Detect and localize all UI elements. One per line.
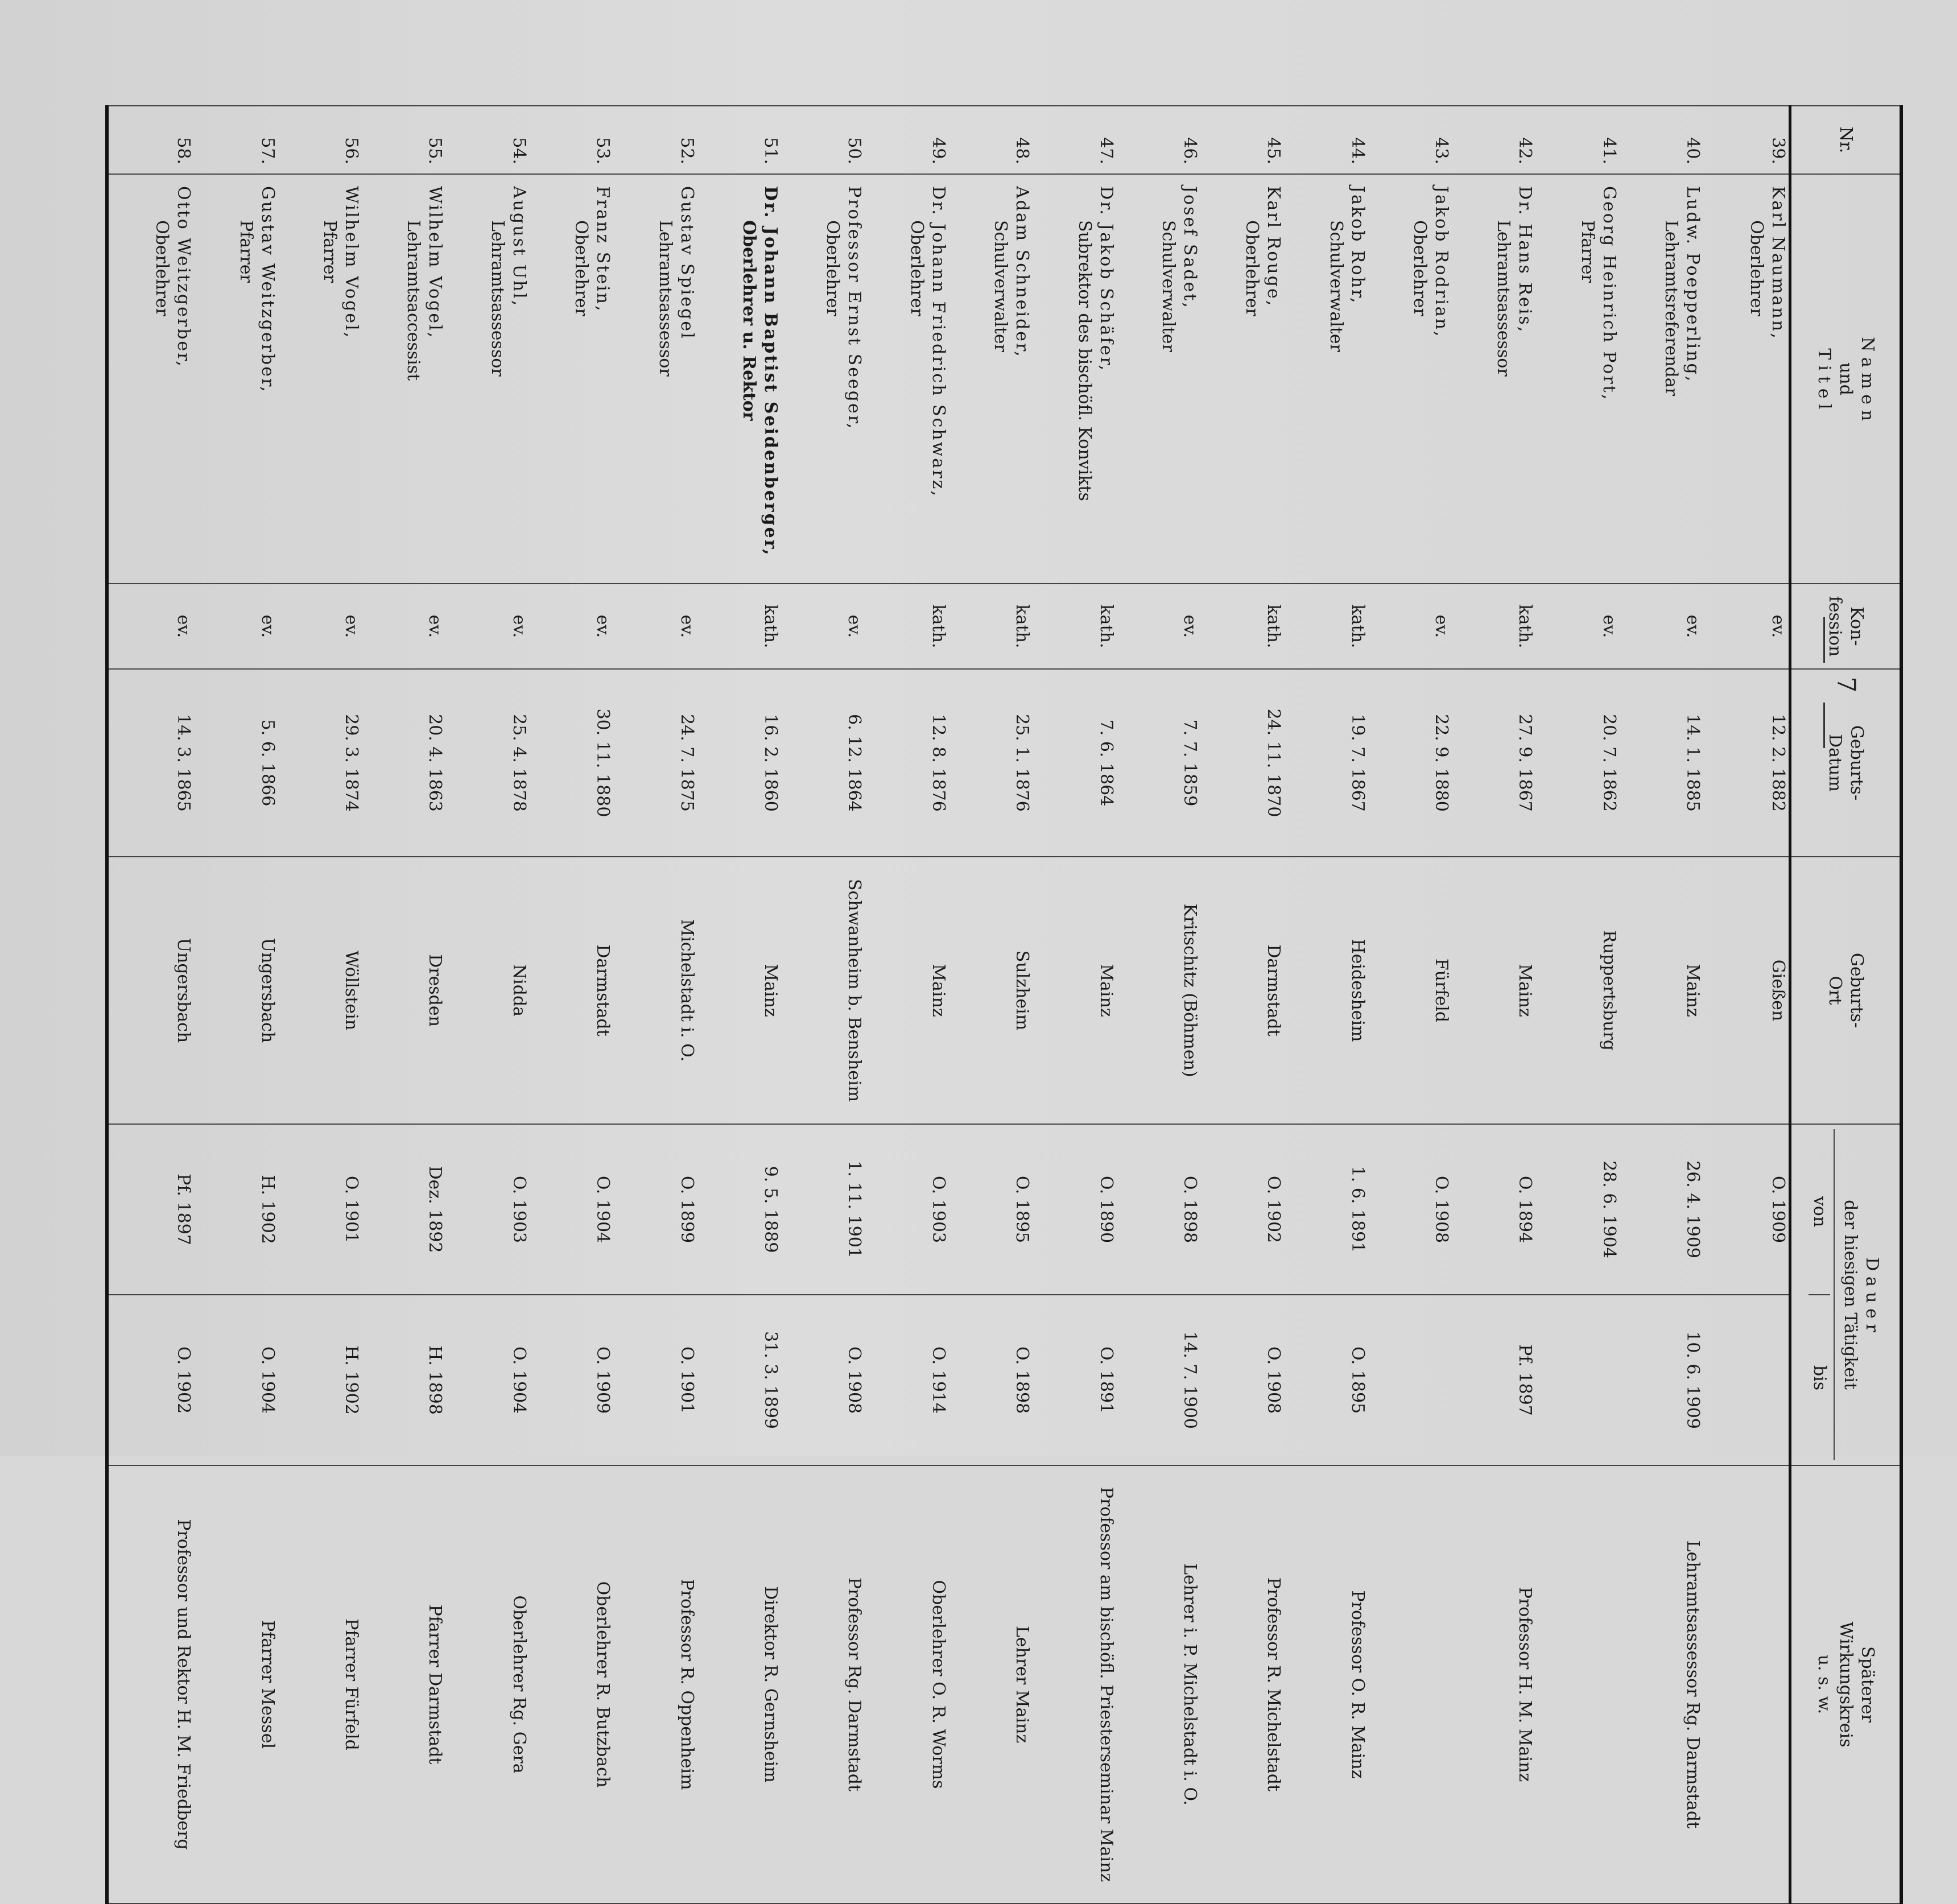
duration-from-cell: H. 1902: [194, 1124, 278, 1295]
person-name: Jakob Rodrian,: [1431, 186, 1452, 338]
duration-to-cell: O. 1904: [194, 1295, 278, 1465]
table-header-row: [1790, 106, 1902, 1903]
confession-cell: ev.: [278, 584, 362, 669]
duration-to-cell: H. 1902: [278, 1295, 362, 1465]
person-name-cell: [1033, 174, 1116, 584]
table-row: [1620, 106, 1703, 1903]
birth-date-cell: 5. 6. 1866: [194, 669, 278, 857]
staff-table-frame: [105, 105, 1903, 1882]
person-title: Oberlehrer: [1747, 220, 1766, 316]
person-name: Franz Stein,: [593, 186, 613, 313]
person-name: Jakob Rohr,: [1347, 186, 1368, 305]
birth-place-cell: Schwanheim b. Bensheim: [781, 857, 865, 1124]
later-career-cell: Pfarrer Darmstadt: [362, 1465, 445, 1903]
row-number-cell: 43.: [1368, 106, 1452, 174]
duration-to-cell: O. 1909: [530, 1295, 613, 1465]
later-career-cell: Professor O. R. Mainz: [1284, 1465, 1368, 1903]
person-name-cell: [1535, 174, 1619, 584]
birth-date-cell: 7. 7. 1859: [1117, 669, 1200, 857]
duration-from-cell: O. 1902: [1200, 1124, 1284, 1295]
birth-date-cell: 30. 11. 1880: [530, 669, 613, 857]
person-name: Adam Schneider,: [1012, 186, 1033, 358]
confession-cell: ev.: [613, 584, 697, 669]
row-number-cell: 58.: [107, 106, 194, 174]
birth-date-cell: 22. 9. 1880: [1368, 669, 1452, 857]
later-career-cell: Oberlehrer Rg. Gera: [445, 1465, 529, 1903]
birth-date-cell: 25. 1. 1876: [949, 669, 1033, 857]
birth-date-cell: 6. 12. 1864: [781, 669, 865, 857]
person-title: Pfarrer: [320, 220, 340, 283]
table-row: [1703, 106, 1790, 1903]
birth-place-cell: Mainz: [697, 857, 781, 1124]
row-number-cell: 42.: [1452, 106, 1535, 174]
duration-from-cell: O. 1904: [530, 1124, 613, 1295]
birth-place-cell: Ungersbach: [194, 857, 278, 1124]
person-title: Oberlehrer u. Rektor: [738, 220, 759, 421]
person-name: Karl Rouge,: [1264, 186, 1284, 308]
duration-from-cell: O. 1890: [1033, 1124, 1116, 1295]
header-duration: D a u e r der hiesigen Tätigkeit von bis: [1790, 1124, 1902, 1465]
header-confession: Kon- fession: [1790, 584, 1902, 669]
birth-date-cell: 24. 7. 1875: [613, 669, 697, 857]
duration-from-cell: O. 1909: [1703, 1124, 1790, 1295]
confession-cell: kath.: [949, 584, 1033, 669]
table-row: [445, 106, 529, 1903]
row-number-cell: 51.: [697, 106, 781, 174]
person-name-cell: [697, 174, 781, 584]
later-career-cell: Pfarrer Fürfeld: [278, 1465, 362, 1903]
person-title: Oberlehrer: [1410, 220, 1430, 316]
birth-place-cell: Ruppertsburg: [1535, 857, 1619, 1124]
duration-from-cell: 26. 4. 1909: [1620, 1124, 1703, 1295]
person-name-cell: [107, 174, 194, 584]
birth-date-cell: 20. 7. 1862: [1535, 669, 1619, 857]
confession-cell: kath.: [865, 584, 948, 669]
row-number-cell: 46.: [1117, 106, 1200, 174]
person-name: Wilhelm Vogel,: [425, 186, 445, 340]
duration-to-cell: O. 1904: [445, 1295, 529, 1465]
duration-to-cell: 10. 6. 1909: [1620, 1295, 1703, 1465]
later-career-cell: Professor H. M. Mainz: [1452, 1465, 1535, 1903]
header-birth-date: Geburts- Datum: [1790, 669, 1902, 857]
person-name-cell: [865, 174, 948, 584]
table-row: [1200, 106, 1284, 1903]
duration-to-cell: O. 1908: [781, 1295, 865, 1465]
birth-place-cell: Kritschitz (Böhmen): [1117, 857, 1200, 1124]
person-name: August Uhl,: [509, 186, 529, 308]
duration-to-cell: O. 1891: [1033, 1295, 1116, 1465]
duration-from-cell: Pf. 1897: [107, 1124, 194, 1295]
table-row: [865, 106, 948, 1903]
row-number-cell: 57.: [194, 106, 278, 174]
person-name-cell: [1703, 174, 1790, 584]
person-name-cell: [445, 174, 529, 584]
birth-place-cell: Wöllstein: [278, 857, 362, 1124]
confession-cell: ev.: [445, 584, 529, 669]
duration-to-cell: [1535, 1295, 1619, 1465]
person-name: Gustav Spiegel: [676, 186, 697, 340]
person-name: Dr. Johann Baptist Seidenberger,: [760, 186, 781, 557]
later-career-cell: Lehramtsassessor Rg. Darmstadt: [1620, 1465, 1703, 1903]
row-number-cell: 44.: [1284, 106, 1368, 174]
header-name: N a m e n und T i t e l: [1790, 174, 1902, 584]
birth-date-cell: 19. 7. 1867: [1284, 669, 1368, 857]
person-name-cell: [194, 174, 278, 584]
birth-date-cell: 20. 4. 1863: [362, 669, 445, 857]
person-name-cell: [278, 174, 362, 584]
birth-date-cell: 14. 3. 1865: [107, 669, 194, 857]
header-later-career: Späterer Wirkungskreis u. s. w.: [1790, 1465, 1902, 1903]
confession-cell: ev.: [194, 584, 278, 669]
birth-place-cell: Dresden: [362, 857, 445, 1124]
confession-cell: ev.: [362, 584, 445, 669]
duration-from-cell: 1. 6. 1891: [1284, 1124, 1368, 1295]
birth-place-cell: Gießen: [1703, 857, 1790, 1124]
person-name: Georg Heinrich Port,: [1599, 186, 1619, 402]
person-name: Karl Naumann,: [1768, 186, 1788, 340]
confession-cell: ev.: [1535, 584, 1619, 669]
person-name-cell: [613, 174, 697, 584]
confession-cell: ev.: [107, 584, 194, 669]
birth-date-cell: 29. 3. 1874: [278, 669, 362, 857]
person-title: Schulverwalter: [1326, 220, 1346, 352]
person-name-cell: [1117, 174, 1200, 584]
later-career-cell: Professor Rg. Darmstadt: [781, 1465, 865, 1903]
birth-place-cell: Darmstadt: [530, 857, 613, 1124]
person-name-cell: [1200, 174, 1284, 584]
later-career-cell: Professor R. Oppenheim: [613, 1465, 697, 1903]
person-title: Subrektor des bischöfl. Konvikts: [1074, 220, 1095, 501]
row-number-cell: 47.: [1033, 106, 1116, 174]
table-row: [1117, 106, 1200, 1903]
table-row: [1535, 106, 1619, 1903]
duration-to-cell: [1703, 1295, 1790, 1465]
person-title: Lehramtsassessor: [487, 220, 507, 377]
duration-from-cell: 28. 6. 1904: [1535, 1124, 1619, 1295]
person-name-cell: [362, 174, 445, 584]
later-career-cell: [1535, 1465, 1619, 1903]
staff-table: [105, 105, 1903, 1904]
table-row: [781, 106, 865, 1903]
duration-to-cell: O. 1908: [1200, 1295, 1284, 1465]
person-title: Lehramtsaccessist: [403, 220, 424, 381]
table-row: [1452, 106, 1535, 1903]
person-name: Dr. Jakob Schäfer,: [1096, 186, 1116, 373]
later-career-cell: [1368, 1465, 1452, 1903]
later-career-cell: Direktor R. Gernsheim: [697, 1465, 781, 1903]
birth-place-cell: Ungersbach: [107, 857, 194, 1124]
duration-to-cell: Pf. 1897: [1452, 1295, 1535, 1465]
later-career-cell: Professor am bischöfl. Priesterseminar Mainz: [1033, 1465, 1116, 1903]
row-number-cell: 41.: [1535, 106, 1619, 174]
later-career-cell: [1703, 1465, 1790, 1903]
duration-to-cell: O. 1902: [107, 1295, 194, 1465]
birth-place-cell: Nidda: [445, 857, 529, 1124]
header-duration-to: bis: [1809, 1294, 1830, 1460]
table-row: [278, 106, 362, 1903]
birth-place-cell: Michelstadt i. O.: [613, 857, 697, 1124]
table-row: [194, 106, 278, 1903]
duration-from-cell: O. 1903: [865, 1124, 948, 1295]
person-name: Dr. Hans Reis,: [1515, 186, 1535, 334]
confession-cell: ev.: [1703, 584, 1790, 669]
birth-place-cell: Fürfeld: [1368, 857, 1452, 1124]
later-career-cell: Professor und Rektor H. M. Friedberg: [107, 1465, 194, 1903]
person-title: Oberlehrer: [152, 220, 172, 316]
duration-to-cell: [1368, 1295, 1452, 1465]
person-name: Wilhelm Vogel,: [341, 186, 362, 340]
person-name-cell: [1284, 174, 1368, 584]
duration-to-cell: O. 1895: [1284, 1295, 1368, 1465]
row-number-cell: 55.: [362, 106, 445, 174]
row-number-cell: 45.: [1200, 106, 1284, 174]
person-name: Gustav Weitzgerber,: [257, 186, 278, 394]
row-number-cell: 40.: [1620, 106, 1703, 174]
duration-from-cell: 1. 11. 1901: [781, 1124, 865, 1295]
birth-date-cell: 14. 1. 1885: [1620, 669, 1703, 857]
confession-cell: kath.: [1452, 584, 1535, 669]
duration-from-cell: Dez. 1892: [362, 1124, 445, 1295]
person-title: Lehramtsassessor: [655, 220, 675, 377]
birth-date-cell: 12. 8. 1876: [865, 669, 948, 857]
duration-to-cell: 14. 7. 1900: [1117, 1295, 1200, 1465]
birth-date-cell: 24. 11. 1870: [1200, 669, 1284, 857]
later-career-cell: Professor R. Michelstadt: [1200, 1465, 1284, 1903]
birth-date-cell: 12. 2. 1882: [1703, 669, 1790, 857]
person-title: Lehramtsassessor: [1493, 220, 1514, 377]
person-name-cell: [1620, 174, 1703, 584]
table-row: [949, 106, 1033, 1903]
person-name-cell: [530, 174, 613, 584]
duration-from-cell: 9. 5. 1889: [697, 1124, 781, 1295]
confession-cell: ev.: [781, 584, 865, 669]
person-name: Otto Weitzgerber,: [174, 186, 194, 368]
birth-place-cell: Mainz: [1033, 857, 1116, 1124]
table-row: [530, 106, 613, 1903]
birth-date-cell: 16. 2. 1860: [697, 669, 781, 857]
confession-cell: kath.: [1200, 584, 1284, 669]
later-career-cell: Pfarrer Messel: [194, 1465, 278, 1903]
person-name-cell: [781, 174, 865, 584]
row-number-cell: 50.: [781, 106, 865, 174]
row-number-cell: 56.: [278, 106, 362, 174]
duration-from-cell: O. 1894: [1452, 1124, 1535, 1295]
birth-place-cell: Heidesheim: [1284, 857, 1368, 1124]
row-number-cell: 54.: [445, 106, 529, 174]
birth-date-cell: 27. 9. 1867: [1452, 669, 1535, 857]
person-title: Lehramtsreferendar: [1661, 220, 1682, 396]
duration-from-cell: O. 1898: [1117, 1124, 1200, 1295]
confession-cell: ev.: [1117, 584, 1200, 669]
person-title: Pfarrer: [236, 220, 256, 283]
duration-to-cell: O. 1898: [949, 1295, 1033, 1465]
birth-date-cell: 7. 6. 1864: [1033, 669, 1116, 857]
person-title: Oberlehrer: [906, 220, 927, 316]
person-title: Oberlehrer: [823, 220, 843, 316]
duration-to-cell: 31. 3. 1899: [697, 1295, 781, 1465]
row-number-cell: 48.: [949, 106, 1033, 174]
duration-from-cell: O. 1899: [613, 1124, 697, 1295]
row-number-cell: 39.: [1703, 106, 1790, 174]
person-title: Oberlehrer: [571, 220, 592, 316]
confession-cell: kath.: [1033, 584, 1116, 669]
person-title: Schulverwalter: [1158, 220, 1178, 352]
person-name: Ludw. Poepperling,: [1683, 186, 1703, 383]
duration-from-cell: O. 1908: [1368, 1124, 1452, 1295]
duration-from-cell: O. 1901: [278, 1124, 362, 1295]
table-row: [1284, 106, 1368, 1903]
confession-cell: ev.: [530, 584, 613, 669]
person-name-cell: [1452, 174, 1535, 584]
duration-to-cell: O. 1914: [865, 1295, 948, 1465]
birth-place-cell: Mainz: [865, 857, 948, 1124]
later-career-cell: Lehrer i. P. Michelstadt i. O.: [1117, 1465, 1200, 1903]
table-row: [1033, 106, 1116, 1903]
person-name: Dr. Johann Friedrich Schwarz,: [928, 186, 948, 498]
table-row: [697, 106, 781, 1903]
table-row: [1368, 106, 1452, 1903]
birth-place-cell: Mainz: [1452, 857, 1535, 1124]
person-name: Josef Sadet,: [1179, 186, 1200, 309]
birth-place-cell: Darmstadt: [1200, 857, 1284, 1124]
table-row: [362, 106, 445, 1903]
person-name: Professor Ernst Seeger,: [844, 186, 865, 431]
header-duration-from: von: [1810, 1196, 1830, 1228]
birth-place-cell: Mainz: [1620, 857, 1703, 1124]
confession-cell: ev.: [1620, 584, 1703, 669]
birth-date-cell: 25. 4. 1878: [445, 669, 529, 857]
person-title: Pfarrer: [1577, 220, 1597, 283]
person-title: Oberlehrer: [1242, 220, 1262, 316]
later-career-cell: Oberlehrer O. R. Worms: [865, 1465, 948, 1903]
birth-place-cell: Sulzheim: [949, 857, 1033, 1124]
person-name-cell: [949, 174, 1033, 584]
table-row: [613, 106, 697, 1903]
person-title: Schulverwalter: [990, 220, 1011, 352]
person-name-cell: [1368, 174, 1452, 584]
later-career-cell: Oberlehrer R. Butzbach: [530, 1465, 613, 1903]
confession-cell: ev.: [1368, 584, 1452, 669]
row-number-cell: 53.: [530, 106, 613, 174]
duration-to-cell: H. 1898: [362, 1295, 445, 1465]
confession-cell: kath.: [697, 584, 781, 669]
confession-cell: kath.: [1284, 584, 1368, 669]
later-career-cell: Lehrer Mainz: [949, 1465, 1033, 1903]
page-number: 7: [1831, 676, 1861, 693]
row-number-cell: 52.: [613, 106, 697, 174]
duration-to-cell: O. 1901: [613, 1295, 697, 1465]
duration-from-cell: O. 1895: [949, 1124, 1033, 1295]
header-birth-place: Geburts- Ort: [1790, 857, 1902, 1124]
header-nr: Nr.: [1790, 106, 1902, 174]
table-row: [107, 106, 194, 1903]
row-number-cell: 49.: [865, 106, 948, 174]
duration-from-cell: O. 1903: [445, 1124, 529, 1295]
